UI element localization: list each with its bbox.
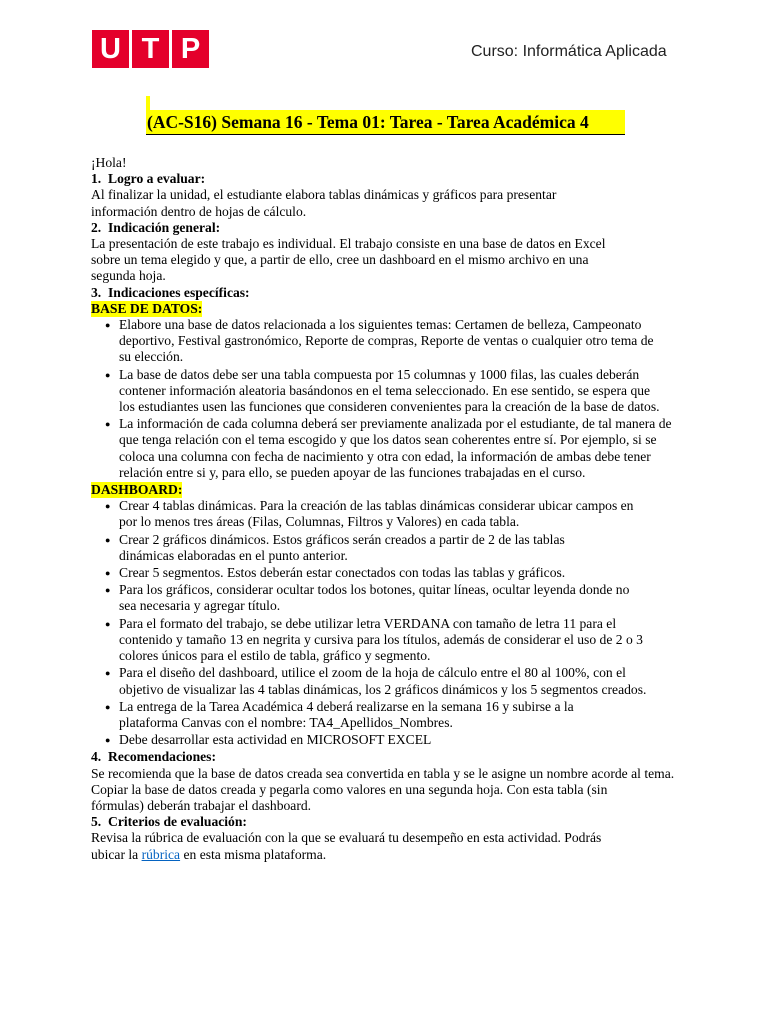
recomendaciones-text-1: Se recomienda que la base de datos creada sea convertida en tabla y se le asigne un nombre acorde al tema. — [91, 765, 675, 781]
logro-text: Al finalizar la unidad, el estudiante elabora tablas dinámicas y gráficos para presentar información dentro de hojas de cálculo. — [91, 187, 557, 219]
section-heading-indicacion — [91, 220, 687, 236]
list-item: ● Crear 2 gráficos dinámicos. Estos gráficos serán creados a partir de 2 de las tablas dinámicas elaboradas en el punto anterior. — [119, 532, 594, 564]
list-item: ● La información de cada columna deberá ser previamente analizada por el estudiante, de tal manera de que tenga relación con el tema escogido y que los datos sean coherentes entre sí. Por ejemplo, si se coloca una columna con fecha de nacimiento y otra con edad, la información de ambas debe tener relación entre si y, para ello, se pueden apoyar de las funciones trabajadas en el curso. — [119, 416, 679, 481]
section-heading-recomendaciones — [91, 749, 687, 765]
section-heading-logro — [91, 171, 687, 187]
list-item: ● Para el formato del trabajo, se debe utilizar letra VERDANA con tamaño de letra 11 para el contenido y tamaño 13 en negrita y cursiva para los títulos, además de considerar el uso de 2 o 3 colores únicos para el estilo de tabla, gráfico y segmento. — [119, 616, 671, 665]
page-title — [146, 110, 625, 135]
base-de-datos-list — [91, 317, 687, 481]
section-title: Criterios de evaluación: — [108, 814, 247, 830]
recomendaciones-text-2: Copiar la base de datos creada y pegarla como valores en una segunda hoja. Con esta tabla (sin fórmulas) deberán trabajar el dashboard. — [91, 781, 608, 813]
list-item: ● Crear 5 segmentos. Estos deberán estar conectados con todas las tablas y gráficos. — [119, 565, 667, 581]
section-title: Indicaciones específicas: — [108, 284, 250, 300]
section-title: Indicación general: — [108, 219, 221, 235]
list-item: ● Para el diseño del dashboard, utilice el zoom de la hoja de cálculo entre el 80 al 100%, con el objetivo de visualizar las 4 tablas dinámicas, los 2 gráficos dinámicos y los 5 segmentos creados. — [119, 665, 671, 697]
logo-letter-p: P — [172, 30, 209, 68]
document-body — [91, 155, 687, 863]
dashboard-list — [91, 498, 687, 748]
section-number: 5. — [91, 814, 102, 830]
list-item: ● Crear 4 tablas dinámicas. Para la creación de las tablas dinámicas considerar ubicar campos en por lo menos tres áreas (Filas, Columnas, Filtros y Valores) en cada tabla. — [119, 498, 649, 530]
section-heading-criterios — [91, 814, 687, 830]
section-number: 3. — [91, 284, 102, 300]
criterios-text — [91, 830, 611, 862]
logo-letter-u: U — [92, 30, 129, 68]
criterios-text-before: Revisa la rúbrica de evaluación con la que se evaluará tu desempeño en esta actividad. Podrás ubicar la — [91, 830, 602, 862]
dashboard-label: DASHBOARD: — [91, 482, 183, 498]
rubrica-link[interactable]: rúbrica — [141, 846, 181, 862]
section-number: 2. — [91, 219, 102, 235]
list-item: ● La entrega de la Tarea Académica 4 deberá realizarse en la semana 16 y subirse a la plataforma Canvas con el nombre: TA4_Apellidos_Nombres. — [119, 699, 619, 731]
list-item: ● La base de datos debe ser una tabla compuesta por 15 columnas y 1000 filas, las cuales deberán contener información aleatoria basándonos en el tema seleccionado. En ese sentido, se espera que los estudiantes usen las funciones que consideren convenientes para la creación de la base de datos. — [119, 367, 667, 416]
section-title: Recomendaciones: — [108, 749, 216, 765]
base-de-datos-label: BASE DE DATOS: — [91, 300, 203, 316]
title-text: (AC-S16) Semana 16 - Tema 01: Tarea - Tarea Académica 4 — [147, 112, 589, 132]
section-number: 4. — [91, 749, 102, 765]
indicacion-text: La presentación de este trabajo es individual. El trabajo consiste en una base de datos en Excel sobre un tema elegido y que, a partir de ello, cree un dashboard en el mismo archivo en una segunda hoja. — [91, 236, 606, 284]
greeting: ¡Hola! — [91, 155, 127, 170]
utp-logo — [92, 30, 209, 68]
section-number: 1. — [91, 171, 102, 187]
list-item: ● Elabore una base de datos relacionada a los siguientes temas: Certamen de belleza, Campeonato deportivo, Festival gastronómico, Reporte de compras, Reporte de ventas o cualquier otro tema de su elección. — [119, 317, 667, 366]
section-heading-especificas — [91, 285, 687, 301]
list-item: ● Debe desarrollar esta actividad en MICROSOFT EXCEL — [119, 732, 667, 748]
section-title: Logro a evaluar: — [108, 171, 206, 187]
list-item: ● Para los gráficos, considerar ocultar todos los botones, quitar líneas, ocultar leyenda donde no sea necesaria y agregar título. — [119, 582, 649, 614]
logo-letter-t: T — [132, 30, 169, 68]
criterios-text-after: en esta misma plataforma. — [180, 846, 327, 862]
course-name: Curso: Informática Aplicada — [471, 43, 667, 60]
